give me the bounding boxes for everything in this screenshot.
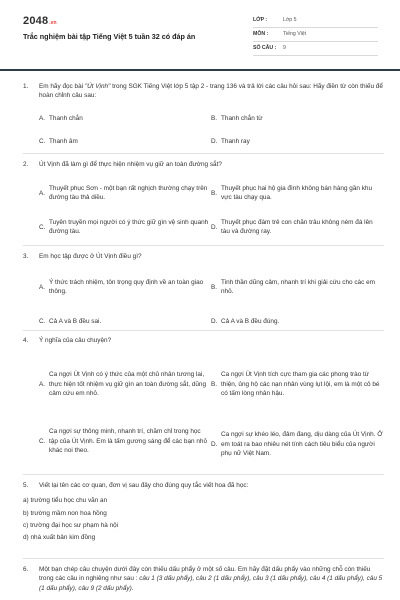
option-a[interactable] <box>39 273 211 301</box>
line-item: c) trường đại học sư phạm hà nội <box>23 521 119 529</box>
option-b[interactable] <box>211 359 383 409</box>
option-text: Ca ngợi sự khéo léo, đảm đang, dịu dàng của Út Vịnh. Ở em toát ra bao nhiêu nét tính cách tiêu biểu của người phụ nữ Việt Nam. <box>221 431 383 457</box>
option-label: C. <box>39 223 46 231</box>
question-1 <box>23 82 384 155</box>
option-label: A. <box>39 283 46 291</box>
meta-row-subject <box>253 28 378 42</box>
option-b[interactable] <box>211 179 383 207</box>
question-6 <box>23 565 384 593</box>
question-text: Em học tập được ở Út Vịnh điều gì? <box>39 253 142 260</box>
meta-value: Lớp 5 <box>283 16 297 23</box>
option-label: B. <box>211 189 218 197</box>
option-text: Thuyết phục hai hộ gia đình không bán hàng gần khu vực tàu chạy qua. <box>221 185 373 202</box>
meta-key: LỚP : <box>253 16 268 23</box>
question-text <box>39 565 384 593</box>
option-label: C. <box>39 137 46 145</box>
option-text: Ý thức trách nhiệm, tôn trọng quy định về an toàn giao thông. <box>49 279 204 296</box>
meta-value: Tiếng Việt <box>283 30 307 37</box>
option-b[interactable] <box>211 273 383 301</box>
option-text: Thanh ray <box>221 137 250 145</box>
option-c[interactable] <box>39 134 209 150</box>
divider <box>23 245 384 246</box>
meta-key: SỐ CÂU : <box>253 44 277 51</box>
option-label: D. <box>211 317 218 325</box>
meta-value: 9 <box>283 44 286 51</box>
question-text: Viết lại tên các cơ quan, đơn vị sau đây cho đúng quy tắc viết hoa đã học: <box>39 482 249 489</box>
document-title: Trắc nghiệm bài tập Tiếng Việt 5 tuần 32 có đáp án <box>23 32 196 41</box>
option-text: Cả A và B đều đúng. <box>221 317 280 325</box>
options <box>23 107 384 155</box>
divider <box>23 474 384 475</box>
option-text: Thanh âm <box>49 137 78 145</box>
option-label: B. <box>211 283 218 291</box>
question-number: 2. <box>23 161 29 168</box>
option-a[interactable] <box>39 111 209 127</box>
divider <box>23 558 384 559</box>
option-label: A. <box>39 114 46 122</box>
question-number: 3. <box>23 253 29 260</box>
option-d[interactable] <box>211 213 383 241</box>
divider <box>23 153 384 154</box>
logo-domain: .vn <box>49 20 57 26</box>
question-number: 1. <box>23 83 29 90</box>
option-label: C. <box>39 437 46 445</box>
option-b[interactable] <box>211 111 381 127</box>
option-label: A. <box>39 380 46 388</box>
question-text-part: trong SGK Tiếng Việt lớp 5 tập 2 - trang 136 và trả lời các câu hỏi sau: Hãy điền từ còn thiếu để hoàn chỉnh câu sau: <box>39 83 383 100</box>
site-logo[interactable] <box>23 14 57 26</box>
option-label: B. <box>211 114 218 122</box>
question-number: 6. <box>23 566 29 573</box>
logo-number: 2048 <box>23 15 49 27</box>
question-text: Út Vịnh đã làm gì để thực hiện nhiệm vụ giữ an toàn đường sắt? <box>39 161 222 168</box>
option-text: Cả A và B đều sai. <box>49 317 102 325</box>
option-a[interactable] <box>39 179 211 207</box>
question-text-italic: "Út Vịnh" <box>84 83 111 90</box>
meta-row-class <box>253 14 378 28</box>
question-5 <box>23 481 384 542</box>
option-label: D. <box>211 440 218 448</box>
option-d[interactable] <box>211 313 383 329</box>
option-label: B. <box>211 380 218 388</box>
option-c[interactable] <box>39 213 211 241</box>
question-2 <box>23 160 384 249</box>
option-d[interactable] <box>211 419 383 469</box>
question-text <box>39 82 384 101</box>
line-item: b) trường mầm non hoa hồng <box>23 509 107 517</box>
option-label: C. <box>39 317 46 325</box>
options <box>23 175 384 249</box>
options <box>23 351 384 481</box>
answer-lines <box>23 496 384 542</box>
line-item: a) trường tiểu học chu văn an <box>23 497 108 505</box>
line-item: d) nhà xuất bản kim đồng <box>23 534 96 542</box>
question-text-italic: câu 1 (3 dấu phẩy), câu 2 (1 dấu phẩy), câu 3 (1 dấu phẩy), câu 4 (1 dấu phẩy), câu 5 (1 dấu phẩy), câu 9 (2 dấu phẩy). <box>39 575 383 592</box>
option-text: Ca ngợi sự thông minh, nhanh trí, chăm chỉ trong học tập của Út Vịnh. Em là tấm gương sáng để các bạn nhỏ khác noi theo. <box>49 428 208 454</box>
option-text: Tuyên truyền mọi người có ý thức giữ gìn vệ sinh quanh đường tàu. <box>49 219 209 236</box>
options <box>23 267 384 337</box>
option-d[interactable] <box>211 134 381 150</box>
option-text: Ca ngợi Út Vịnh có ý thức của một chủ nhân tương lai, thực hiện tốt nhiệm vụ giữ gìn an toàn đường sắt, dũng cảm cứu em nhỏ. <box>49 371 207 397</box>
option-text: Tinh thần dũng cảm, nhanh trí khi giải cứu cho các em nhỏ. <box>221 279 375 296</box>
option-text: Thanh chắn <box>49 114 83 122</box>
option-text: Thuyết phục đám trẻ con chăn trâu không ném đá lên tàu và đường ray. <box>221 219 373 236</box>
meta-table <box>253 14 378 56</box>
meta-row-count <box>253 42 378 56</box>
option-a[interactable] <box>39 359 211 409</box>
question-text-part: Em hãy đọc bài <box>39 83 85 90</box>
question-text-part: Một bạn chép câu chuyện dưới đây còn thiếu dấu phẩy ở một số câu. Em hãy đặt dấu phẩy vào những chỗ còn thiếu trong các câu in nghiêng như sau : <box>39 566 371 583</box>
option-label: D. <box>211 223 218 231</box>
header <box>0 0 400 70</box>
option-text: Thuyết phục Sơn - một bạn rất nghịch thường chạy trên đường tàu thả diều. <box>49 185 208 202</box>
question-3 <box>23 252 384 337</box>
option-text: Ca ngợi Út Vịnh tích cực tham gia các phong trào từ thiện, ủng hộ các nạn nhân vùng lụt lội, em là một cô bé có tấm lòng nhân hậu. <box>221 371 380 397</box>
option-c[interactable] <box>39 419 211 463</box>
question-number: 4. <box>23 337 29 344</box>
option-label: D. <box>211 137 218 145</box>
option-label: A. <box>39 189 46 197</box>
question-4 <box>23 336 384 481</box>
header-divider <box>0 69 400 71</box>
question-number: 5. <box>23 482 29 489</box>
option-text: Thanh chắn từ <box>221 114 263 122</box>
question-text: Ý nghĩa của câu chuyện? <box>39 337 112 344</box>
option-c[interactable] <box>39 313 211 329</box>
divider <box>23 330 384 331</box>
meta-key: MÔN : <box>253 30 269 37</box>
